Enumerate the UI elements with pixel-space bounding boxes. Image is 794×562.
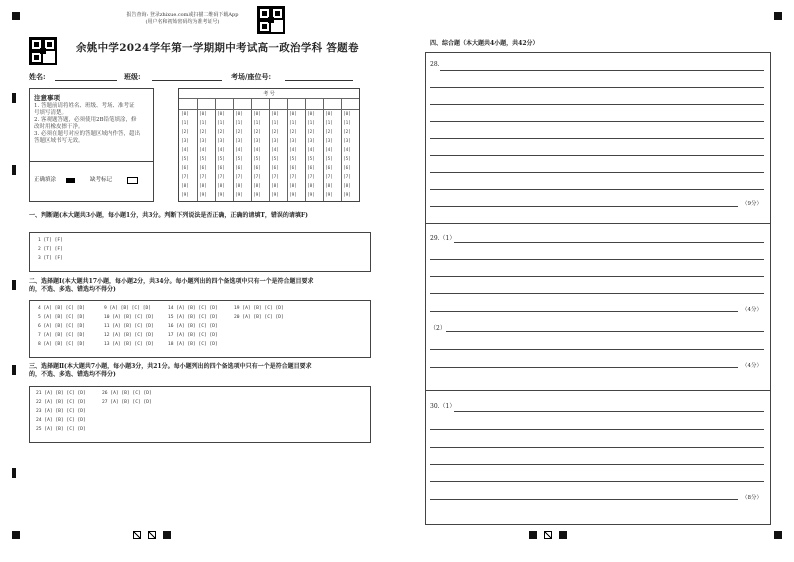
exam-id-bubble[interactable]: [4] <box>181 148 189 153</box>
exam-id-bubble[interactable]: [7] <box>181 175 189 180</box>
section2-title-line: 二、选择题Ⅰ(本大题共17小题，每小题2分，共34分。每小题列出的四个备选项中只有一个是符合题目要求 <box>29 278 314 285</box>
choice-item[interactable]: 4 [A] [B] [C] [D] <box>38 306 86 311</box>
choice-item[interactable]: 19 [A] [B] [C] [D] <box>234 306 284 311</box>
notice-line: 改时用橡皮擦干净。 <box>34 124 84 130</box>
exam-id-bubble[interactable]: [8] <box>235 184 243 189</box>
choice-item[interactable]: 25 [A] [B] [C] [D] <box>36 427 86 432</box>
answer-area <box>425 52 771 525</box>
choice-item[interactable]: 27 [A] [B] [C] [D] <box>102 400 152 405</box>
q29-label: 29.（1） <box>430 235 456 242</box>
exam-id-bubble[interactable]: [7] <box>343 175 351 180</box>
exam-id-bubble[interactable]: [6] <box>235 166 243 171</box>
exam-id-bubble[interactable]: [7] <box>271 175 279 180</box>
section2-title-line: 的，不选、多选、错选均不得分) <box>29 286 116 293</box>
exam-id-bubble[interactable]: [2] <box>289 130 297 135</box>
choice-item[interactable]: 8 [A] [B] [C] [D] <box>38 342 86 347</box>
section3-title-line: 三、选择题Ⅱ(本大题共7小题，每小题3分，共21分。每小题列出的四个备选项中只有一个是符合题目要求 <box>29 363 312 370</box>
exam-id-bubble[interactable]: [8] <box>289 184 297 189</box>
exam-id-bubble[interactable]: [7] <box>325 175 333 180</box>
answer-line[interactable] <box>430 499 738 500</box>
exam-id-bubble[interactable]: [0] <box>235 112 243 117</box>
choice-item[interactable]: 18 [A] [B] [C] [D] <box>168 342 218 347</box>
timing-bar <box>12 365 16 375</box>
name-field[interactable] <box>55 80 117 81</box>
corner-mark <box>559 531 567 539</box>
exam-id-bubble[interactable]: [5] <box>253 157 261 162</box>
exam-id-bubble[interactable]: [8] <box>181 184 189 189</box>
exam-id-bubble[interactable]: [8] <box>307 184 315 189</box>
exam-id-bubble[interactable]: [4] <box>253 148 261 153</box>
choice-item[interactable]: 14 [A] [B] [C] [D] <box>168 306 218 311</box>
exam-id-bubble[interactable]: [6] <box>325 166 333 171</box>
miss-label: 缺考标记 <box>90 177 113 183</box>
exam-id-bubble[interactable]: [1] <box>253 121 261 126</box>
answer-line[interactable] <box>430 172 764 173</box>
exam-id-bubble[interactable]: [1] <box>217 121 225 126</box>
q28-points: （9分） <box>742 201 762 207</box>
exam-id-bubble[interactable]: [9] <box>307 193 315 198</box>
choice-item[interactable]: 26 [A] [B] [C] [D] <box>102 391 152 396</box>
exam-id-bubble[interactable]: [5] <box>181 157 189 162</box>
exam-id-bubble[interactable]: [1] <box>343 121 351 126</box>
choice-item[interactable]: 9 [A] [B] [C] [D] <box>104 306 152 311</box>
exam-id-bubble[interactable]: [1] <box>271 121 279 126</box>
choice-item[interactable]: 10 [A] [B] [C] [D] <box>104 315 154 320</box>
section2-box <box>29 300 371 358</box>
exam-id-bubble[interactable]: [9] <box>217 193 225 198</box>
exam-id-bubble[interactable]: [9] <box>253 193 261 198</box>
section2-title <box>29 278 374 294</box>
timing-bar <box>12 280 16 290</box>
exam-id-bubble[interactable]: [6] <box>343 166 351 171</box>
exam-id-bubble[interactable]: [3] <box>181 139 189 144</box>
timing-mark <box>148 531 156 539</box>
answer-line[interactable] <box>430 429 764 430</box>
corner-mark <box>163 531 171 539</box>
exam-id-bubbles[interactable] <box>179 109 359 201</box>
page-title: 余姚中学2024学年第一学期期中考试高一政治学科 答题卷 <box>76 42 359 54</box>
notice-line: 1. 答题前请将姓名、班级、考场、准考证 <box>34 103 135 109</box>
answer-line[interactable] <box>454 411 764 412</box>
exam-id-bubble[interactable]: [5] <box>199 157 207 162</box>
exam-id-bubble[interactable]: [5] <box>271 157 279 162</box>
notice-box <box>29 88 154 202</box>
exam-id-bubble[interactable]: [4] <box>343 148 351 153</box>
exam-id-bubble[interactable]: [4] <box>217 148 225 153</box>
exam-id-bubble[interactable]: [3] <box>199 139 207 144</box>
exam-id-bubble[interactable]: [4] <box>271 148 279 153</box>
exam-id-label: 考 号 <box>263 91 275 97</box>
answer-line[interactable] <box>454 242 764 243</box>
choice-item[interactable]: 17 [A] [B] [C] [D] <box>168 333 218 338</box>
exam-id-bubble[interactable]: [2] <box>253 130 261 135</box>
exam-id-bubble[interactable]: [0] <box>181 112 189 117</box>
notice-line: 号填写清楚。 <box>34 110 68 116</box>
exam-id-bubble[interactable]: [6] <box>307 166 315 171</box>
tf-item[interactable]: 2 [T] [F] <box>38 247 63 252</box>
section1-box <box>29 232 371 272</box>
choice-item[interactable]: 6 [A] [B] [C] [D] <box>38 324 86 329</box>
exam-id-bubble[interactable]: [0] <box>343 112 351 117</box>
section3-title <box>29 363 374 379</box>
exam-id-bubble[interactable]: [2] <box>325 130 333 135</box>
exam-id-bubble[interactable]: [3] <box>307 139 315 144</box>
answer-line[interactable] <box>430 464 764 465</box>
choice-item[interactable]: 16 [A] [B] [C] [D] <box>168 324 218 329</box>
choice-item[interactable]: 12 [A] [B] [C] [D] <box>104 333 154 338</box>
exam-id-bubble[interactable]: [6] <box>253 166 261 171</box>
answer-line[interactable] <box>430 138 764 139</box>
corner-mark <box>774 531 782 539</box>
exam-id-bubble[interactable]: [6] <box>289 166 297 171</box>
exam-id-bubble[interactable]: [6] <box>181 166 189 171</box>
section3-title-line: 的，不选、多选、错选均不得分) <box>29 371 116 378</box>
exam-id-bubble[interactable]: [0] <box>253 112 261 117</box>
choice-item[interactable]: 20 [A] [B] [C] [D] <box>234 315 284 320</box>
answer-line[interactable] <box>430 87 764 88</box>
choice-item[interactable]: 15 [A] [B] [C] [D] <box>168 315 218 320</box>
answer-line[interactable] <box>430 259 764 260</box>
seat-field[interactable] <box>285 80 353 81</box>
exam-id-bubble[interactable]: [2] <box>217 130 225 135</box>
exam-id-bubble[interactable]: [6] <box>217 166 225 171</box>
q30-label: 30.（1） <box>430 403 456 410</box>
exam-id-bubble[interactable]: [3] <box>271 139 279 144</box>
exam-id-bubble[interactable]: [8] <box>253 184 261 189</box>
name-label: 姓名: <box>29 72 46 81</box>
answer-line[interactable] <box>430 349 764 350</box>
answer-line[interactable] <box>430 121 764 122</box>
q29-points-2: （4分） <box>742 363 762 369</box>
exam-id-bubble[interactable]: [9] <box>325 193 333 198</box>
exam-id-bubble[interactable]: [8] <box>217 184 225 189</box>
exam-id-bubble[interactable]: [6] <box>271 166 279 171</box>
choice-item[interactable]: 7 [A] [B] [C] [D] <box>38 333 86 338</box>
exam-id-bubble[interactable]: [1] <box>289 121 297 126</box>
exam-id-bubble[interactable]: [4] <box>307 148 315 153</box>
exam-id-bubble[interactable]: [3] <box>289 139 297 144</box>
q29-points-1: （4分） <box>742 307 762 313</box>
exam-id-bubble[interactable]: [0] <box>307 112 315 117</box>
exam-id-bubble[interactable]: [7] <box>307 175 315 180</box>
exam-id-bubble[interactable]: [3] <box>235 139 243 144</box>
exam-id-bubble[interactable]: [7] <box>235 175 243 180</box>
exam-id-bubble[interactable]: [1] <box>199 121 207 126</box>
exam-id-bubble[interactable]: [5] <box>217 157 225 162</box>
answer-line[interactable] <box>440 70 764 71</box>
timing-mark <box>133 531 141 539</box>
exam-id-bubble[interactable]: [0] <box>289 112 297 117</box>
answer-line[interactable] <box>430 276 764 277</box>
q29-part2-label: （2） <box>430 325 446 332</box>
exam-id-bubble[interactable]: [2] <box>307 130 315 135</box>
q28-label: 28. <box>430 61 440 68</box>
exam-id-bubble[interactable]: [0] <box>325 112 333 117</box>
exam-id-bubble[interactable]: [7] <box>289 175 297 180</box>
answer-line[interactable] <box>430 447 764 448</box>
section3-box <box>29 386 371 443</box>
exam-id-bubble[interactable]: [3] <box>253 139 261 144</box>
exam-id-bubble[interactable]: [5] <box>289 157 297 162</box>
choice-item[interactable]: 13 [A] [B] [C] [D] <box>104 342 154 347</box>
exam-id-bubble[interactable]: [4] <box>289 148 297 153</box>
exam-id-bubble[interactable]: [3] <box>343 139 351 144</box>
notice-line: 2. 客观题答题，必须使用2B铅笔填涂，修 <box>34 117 137 123</box>
exam-id-bubble[interactable]: [8] <box>199 184 207 189</box>
exam-id-bubble[interactable]: [1] <box>235 121 243 126</box>
exam-id-bubble[interactable]: [4] <box>325 148 333 153</box>
exam-id-bubble[interactable]: [9] <box>289 193 297 198</box>
corner-mark <box>12 12 20 20</box>
answer-line[interactable] <box>446 331 764 332</box>
qr-code-icon <box>29 37 57 65</box>
section1-title: 一、判断题(本大题共3小题，每小题1分，共3分。判断下列说法是否正确，正确的请填T，错误的请填F) <box>29 212 308 219</box>
choice-item[interactable]: 24 [A] [B] [C] [D] <box>36 418 86 423</box>
corner-mark <box>529 531 537 539</box>
answer-line[interactable] <box>430 293 764 294</box>
choice-item[interactable]: 5 [A] [B] [C] [D] <box>38 315 86 320</box>
exam-id-bubble[interactable]: [0] <box>199 112 207 117</box>
answer-line[interactable] <box>430 206 738 207</box>
seat-label: 考场/座位号: <box>231 72 272 81</box>
exam-id-bubble[interactable]: [8] <box>271 184 279 189</box>
choice-item[interactable]: 21 [A] [B] [C] [D] <box>36 391 86 396</box>
exam-id-bubble[interactable]: [0] <box>271 112 279 117</box>
exam-id-bubble[interactable]: [3] <box>217 139 225 144</box>
fill-label: 正确填涂 <box>34 177 57 183</box>
exam-id-bubble[interactable]: [2] <box>271 130 279 135</box>
exam-id-bubble[interactable]: [2] <box>343 130 351 135</box>
answer-line[interactable] <box>430 367 738 368</box>
notice-text <box>34 103 149 145</box>
exam-id-bubble[interactable]: [1] <box>325 121 333 126</box>
exam-id-bubble[interactable]: [9] <box>199 193 207 198</box>
exam-id-bubble[interactable]: [7] <box>217 175 225 180</box>
qr-code-icon <box>257 6 285 34</box>
exam-id-bubble[interactable]: [1] <box>307 121 315 126</box>
exam-id-bubble[interactable]: [8] <box>343 184 351 189</box>
class-field[interactable] <box>152 80 222 81</box>
timing-bar <box>12 468 16 478</box>
tf-item[interactable]: 3 [T] [F] <box>38 256 63 261</box>
exam-id-bubble[interactable]: [7] <box>199 175 207 180</box>
exam-id-bubble[interactable]: [8] <box>325 184 333 189</box>
answer-line[interactable] <box>430 104 764 105</box>
section4-title: 四、综合题（本大题共4小题，共42分） <box>430 40 539 47</box>
exam-id-grid[interactable] <box>178 88 360 202</box>
corner-mark <box>774 12 782 20</box>
notice-line: 答题区域书写无效。 <box>34 138 84 144</box>
timing-mark <box>544 531 552 539</box>
notice-heading: 注意事项 <box>34 94 60 102</box>
timing-bar <box>12 93 16 103</box>
exam-id-bubble[interactable]: [1] <box>181 121 189 126</box>
choice-item[interactable]: 11 [A] [B] [C] [D] <box>104 324 154 329</box>
answer-line[interactable] <box>430 189 764 190</box>
answer-line[interactable] <box>430 311 738 312</box>
exam-id-bubble[interactable]: [9] <box>235 193 243 198</box>
exam-id-bubble[interactable]: [4] <box>199 148 207 153</box>
corner-mark <box>12 531 20 539</box>
answer-line[interactable] <box>430 155 764 156</box>
exam-id-bubble[interactable]: [9] <box>271 193 279 198</box>
scan-info <box>110 11 255 25</box>
scan-line-2: (用户名和初始密码均为准考证号) <box>145 19 220 25</box>
choice-item[interactable]: 23 [A] [B] [C] [D] <box>36 409 86 414</box>
exam-id-bubble[interactable]: [0] <box>217 112 225 117</box>
answer-line[interactable] <box>430 481 764 482</box>
tf-item[interactable]: 1 [T] [F] <box>38 238 63 243</box>
notice-line: 3. 必须在题号对应的答题区域内作答，超出 <box>34 131 140 137</box>
exam-id-bubble[interactable]: [4] <box>235 148 243 153</box>
choice-item[interactable]: 22 [A] [B] [C] [D] <box>36 400 86 405</box>
timing-bar <box>12 165 16 175</box>
exam-id-bubble[interactable]: [5] <box>343 157 351 162</box>
exam-id-bubble[interactable]: [5] <box>325 157 333 162</box>
exam-id-bubble[interactable]: [9] <box>343 193 351 198</box>
exam-id-bubble[interactable]: [6] <box>199 166 207 171</box>
exam-id-bubble[interactable]: [5] <box>235 157 243 162</box>
class-label: 班级: <box>124 72 141 81</box>
exam-id-bubble[interactable]: [9] <box>181 193 189 198</box>
q30-points: （8分） <box>742 495 762 501</box>
exam-id-bubble[interactable]: [2] <box>181 130 189 135</box>
absent-mark-box[interactable] <box>127 177 138 184</box>
filled-sample-icon <box>66 178 75 183</box>
scan-line-1: 报告查询: 登录zhixue.com或扫描二维码下载App <box>126 12 239 18</box>
exam-id-bubble[interactable]: [5] <box>307 157 315 162</box>
exam-id-bubble[interactable]: [2] <box>199 130 207 135</box>
exam-id-bubble[interactable]: [3] <box>325 139 333 144</box>
exam-id-bubble[interactable]: [2] <box>235 130 243 135</box>
exam-id-bubble[interactable]: [7] <box>253 175 261 180</box>
